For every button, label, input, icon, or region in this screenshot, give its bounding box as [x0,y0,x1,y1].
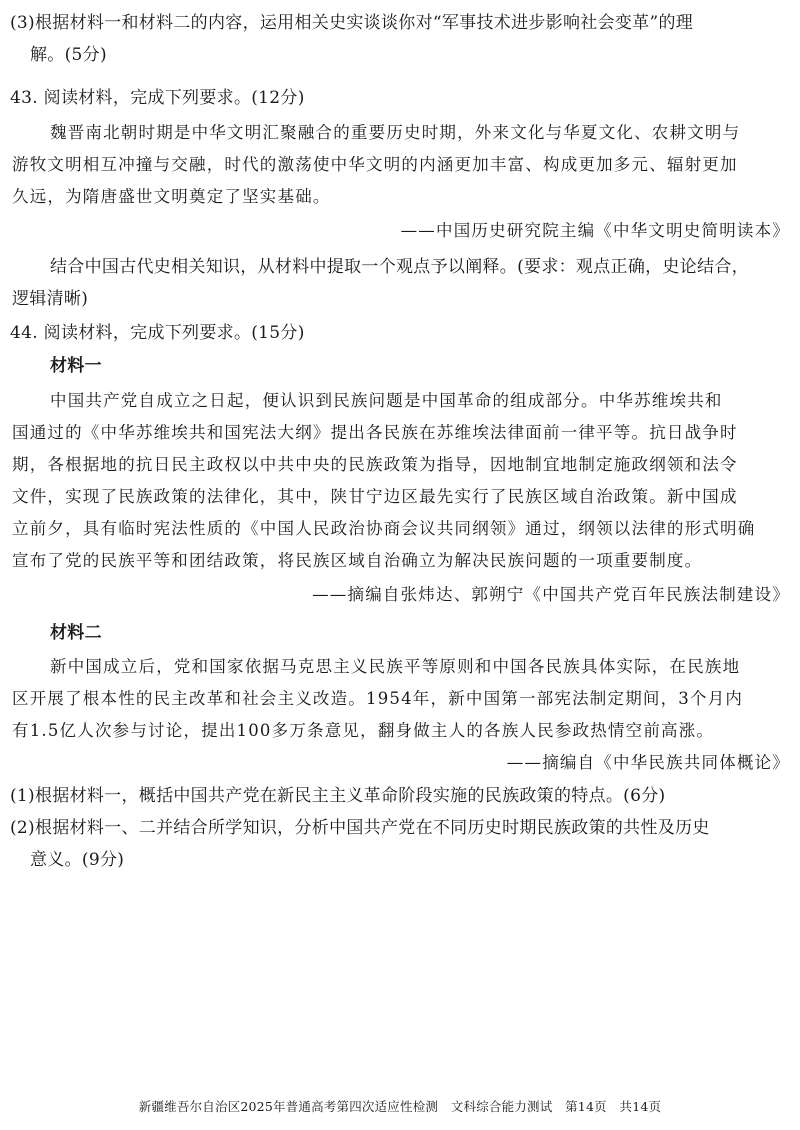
q43-material-line1: 魏晋南北朝时期是中华文明汇聚融合的重要历史时期，外来文化与华夏文化、农耕文明与 [50,123,741,142]
q44-material2-source: ——摘编自《中华民族共同体概论》 [506,753,790,772]
q43-task-line2: 逻辑清晰) [12,289,89,309]
q44-material1-line4: 文件，实现了民族政策的法律化，其中，陕甘宁边区最先实行了民族区域自治政策。新中国成 [12,487,738,506]
q44-material1-line6: 宣布了党的民族平等和团结政策，将民族区域自治确立为解决民族问题的一项重要制度。 [12,551,703,570]
q44-material1-line3: 期，各根据地的抗日民主政权以中共中央的民族政策为指导，因地制宜地制定施政纲领和法令 [12,455,738,474]
q44-sub1: (1)根据材料一，概括中国共产党在新民主主义革命阶段实施的民族政策的特点。(6分) [10,786,666,806]
q43-source: ——中国历史研究院主编《中华文明史简明读本》 [400,221,790,240]
q42-sub3-line2: 解。(5分) [30,45,107,65]
q44-material1-line5: 立前夕，具有临时宪法性质的《中国人民政治协商会议共同纲领》通过，纲领以法律的形式明确 [12,519,756,538]
q44-material1-label: 材料一 [50,356,102,376]
q44-material1-line2: 国通过的《中华苏维埃共和国宪法大纲》提出各民族在苏维埃法律面前一律平等。抗日战争时 [12,423,738,442]
q44-material1-source: ——摘编自张炜达、郭朔宁《中国共产党百年民族法制建设》 [312,585,790,604]
q44-sub2-line2: 意义。(9分) [30,850,125,870]
q44-material2-line2: 区开展了根本性的民主改革和社会主义改造。1954年，新中国第一部宪法制定期间，3个月内 [12,689,744,708]
q44-sub2-line1: (2)根据材料一、二并结合所学知识，分析中国共产党在不同历史时期民族政策的共性及历史 [10,818,710,838]
q44-material2-line1: 新中国成立后，党和国家依据马克思主义民族平等原则和中国各民族具体实际，在民族地 [50,657,741,676]
q44-material2-line3: 有1.5亿人次参与讨论，提出100多万条意见，翻身做主人的各族人民参政热情空前高涨。 [12,721,715,740]
q44-material1-line1: 中国共产党自成立之日起，便认识到民族问题是中国革命的组成部分。中华苏维埃共和 [50,391,723,410]
q43-task-line1: 结合中国古代史相关知识，从材料中提取一个观点予以阐释。(要求：观点正确，史论结合， [50,257,749,277]
q42-sub3-line1: (3)根据材料一和材料二的内容，运用相关史实谈谈你对“军事技术进步影响社会变革”的理 [10,13,694,33]
q44-material2-label: 材料二 [50,623,102,643]
q43-material-line2: 游牧文明相互冲撞与交融，时代的激荡使中华文明的内涵更加丰富、构成更加多元、辐射更加 [12,155,738,174]
q43-heading: 43. 阅读材料，完成下列要求。(12分) [10,88,305,108]
q43-material-line3: 久远，为隋唐盛世文明奠定了坚实基础。 [12,187,331,206]
q44-heading: 44. 阅读材料，完成下列要求。(15分) [10,323,305,343]
page-footer: 新疆维吾尔自治区2025年普通高考第四次适应性检测 文科综合能力测试 第14页 共14页 [138,1099,662,1114]
